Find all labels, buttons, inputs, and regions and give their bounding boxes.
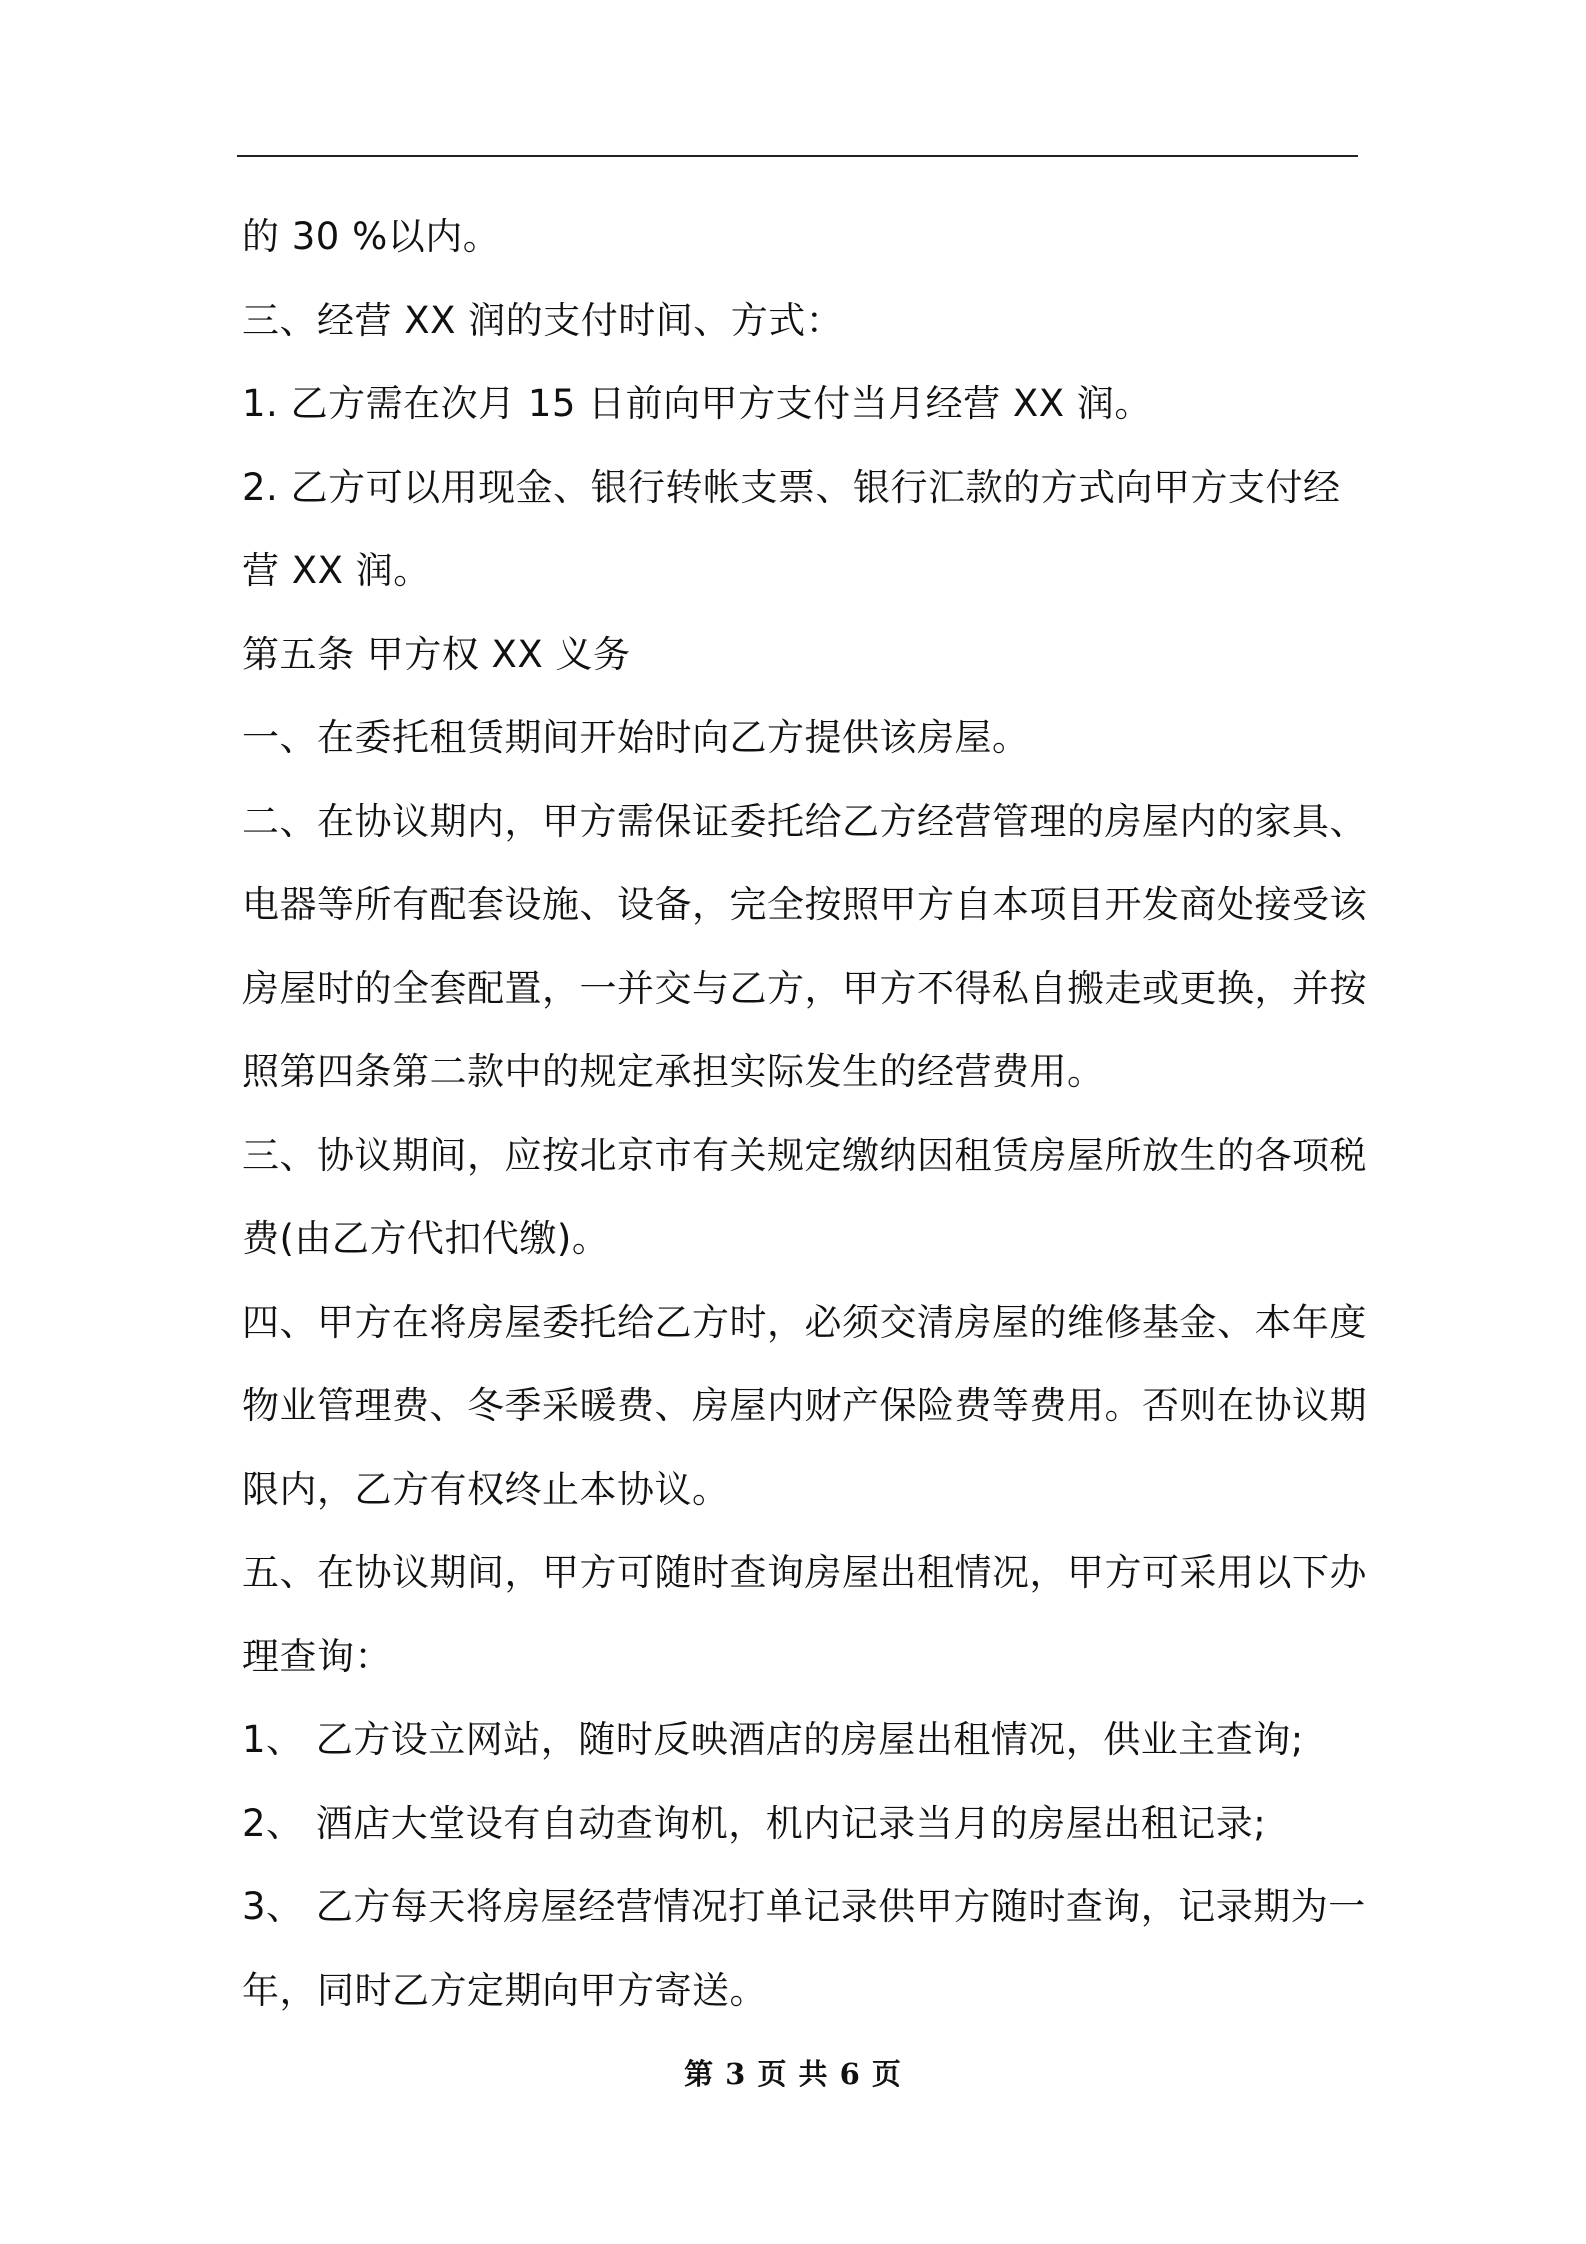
text-line: 电器等所有配套设施、设备，完全按照甲方自本项目开发商处接受该 [242, 883, 1367, 926]
text-line: 一、在委托租赁期间开始时向乙方提供该房屋。 [242, 716, 1030, 759]
text-line: 年，同时乙方定期向甲方寄送。 [242, 1968, 767, 2012]
list-item: 2、 酒店大堂设有自动查询机，机内记录当月的房屋出租记录; [242, 1801, 1267, 1845]
text-line: 物业管理费、冬季采暖费、房屋内财产保险费等费用。否则在协议期 [242, 1384, 1367, 1427]
text-line: 限内，乙方有权终止本协议。 [242, 1467, 730, 1511]
list-item: 1、 乙方设立网站，随时反映酒店的房屋出租情况，供业主查询; [242, 1718, 1304, 1761]
text-line: 营 XX 润。 [242, 549, 431, 592]
section-heading: 三、经营 XX 润的支付时间、方式： [242, 298, 844, 342]
text-line: 照第四条第二款中的规定承担实际发生的经营费用。 [242, 1050, 1105, 1093]
text-line: 的 30 %以内。 [242, 215, 501, 258]
text-line: 理查询： [242, 1634, 392, 1678]
text-line: 四、甲方在将房屋委托给乙方时，必须交清房屋的维修基金、本年度 [242, 1300, 1367, 1344]
text-line: 费(由乙方代扣代缴)。 [242, 1217, 610, 1260]
text-line: 五、在协议期间，甲方可随时查询房屋出租情况，甲方可采用以下办 [242, 1551, 1367, 1594]
text-line: 房屋时的全套配置，一并交与乙方，甲方不得私自搬走或更换，并按 [242, 966, 1367, 1010]
text-line: 三、协议期间，应按北京市有关规定缴纳因租赁房屋所放生的各项税 [242, 1133, 1367, 1177]
article-heading: 第五条 甲方权 XX 义务 [242, 632, 631, 676]
text-line: 1. 乙方需在次月 15 日前向甲方支付当月经营 XX 润。 [242, 382, 1152, 425]
page-number-footer: 第 3 页 共 6 页 [684, 2057, 902, 2091]
text-line: 二、在协议期内，甲方需保证委托给乙方经营管理的房屋内的家具、 [242, 799, 1367, 843]
document-body [242, 195, 1367, 2032]
text-line: 2. 乙方可以用现金、银行转帐支票、银行汇款的方式向甲方支付经 [242, 465, 1341, 509]
header-divider [237, 155, 1358, 157]
list-item: 3、 乙方每天将房屋经营情况打单记录供甲方随时查询，记录期为一 [242, 1885, 1366, 1928]
